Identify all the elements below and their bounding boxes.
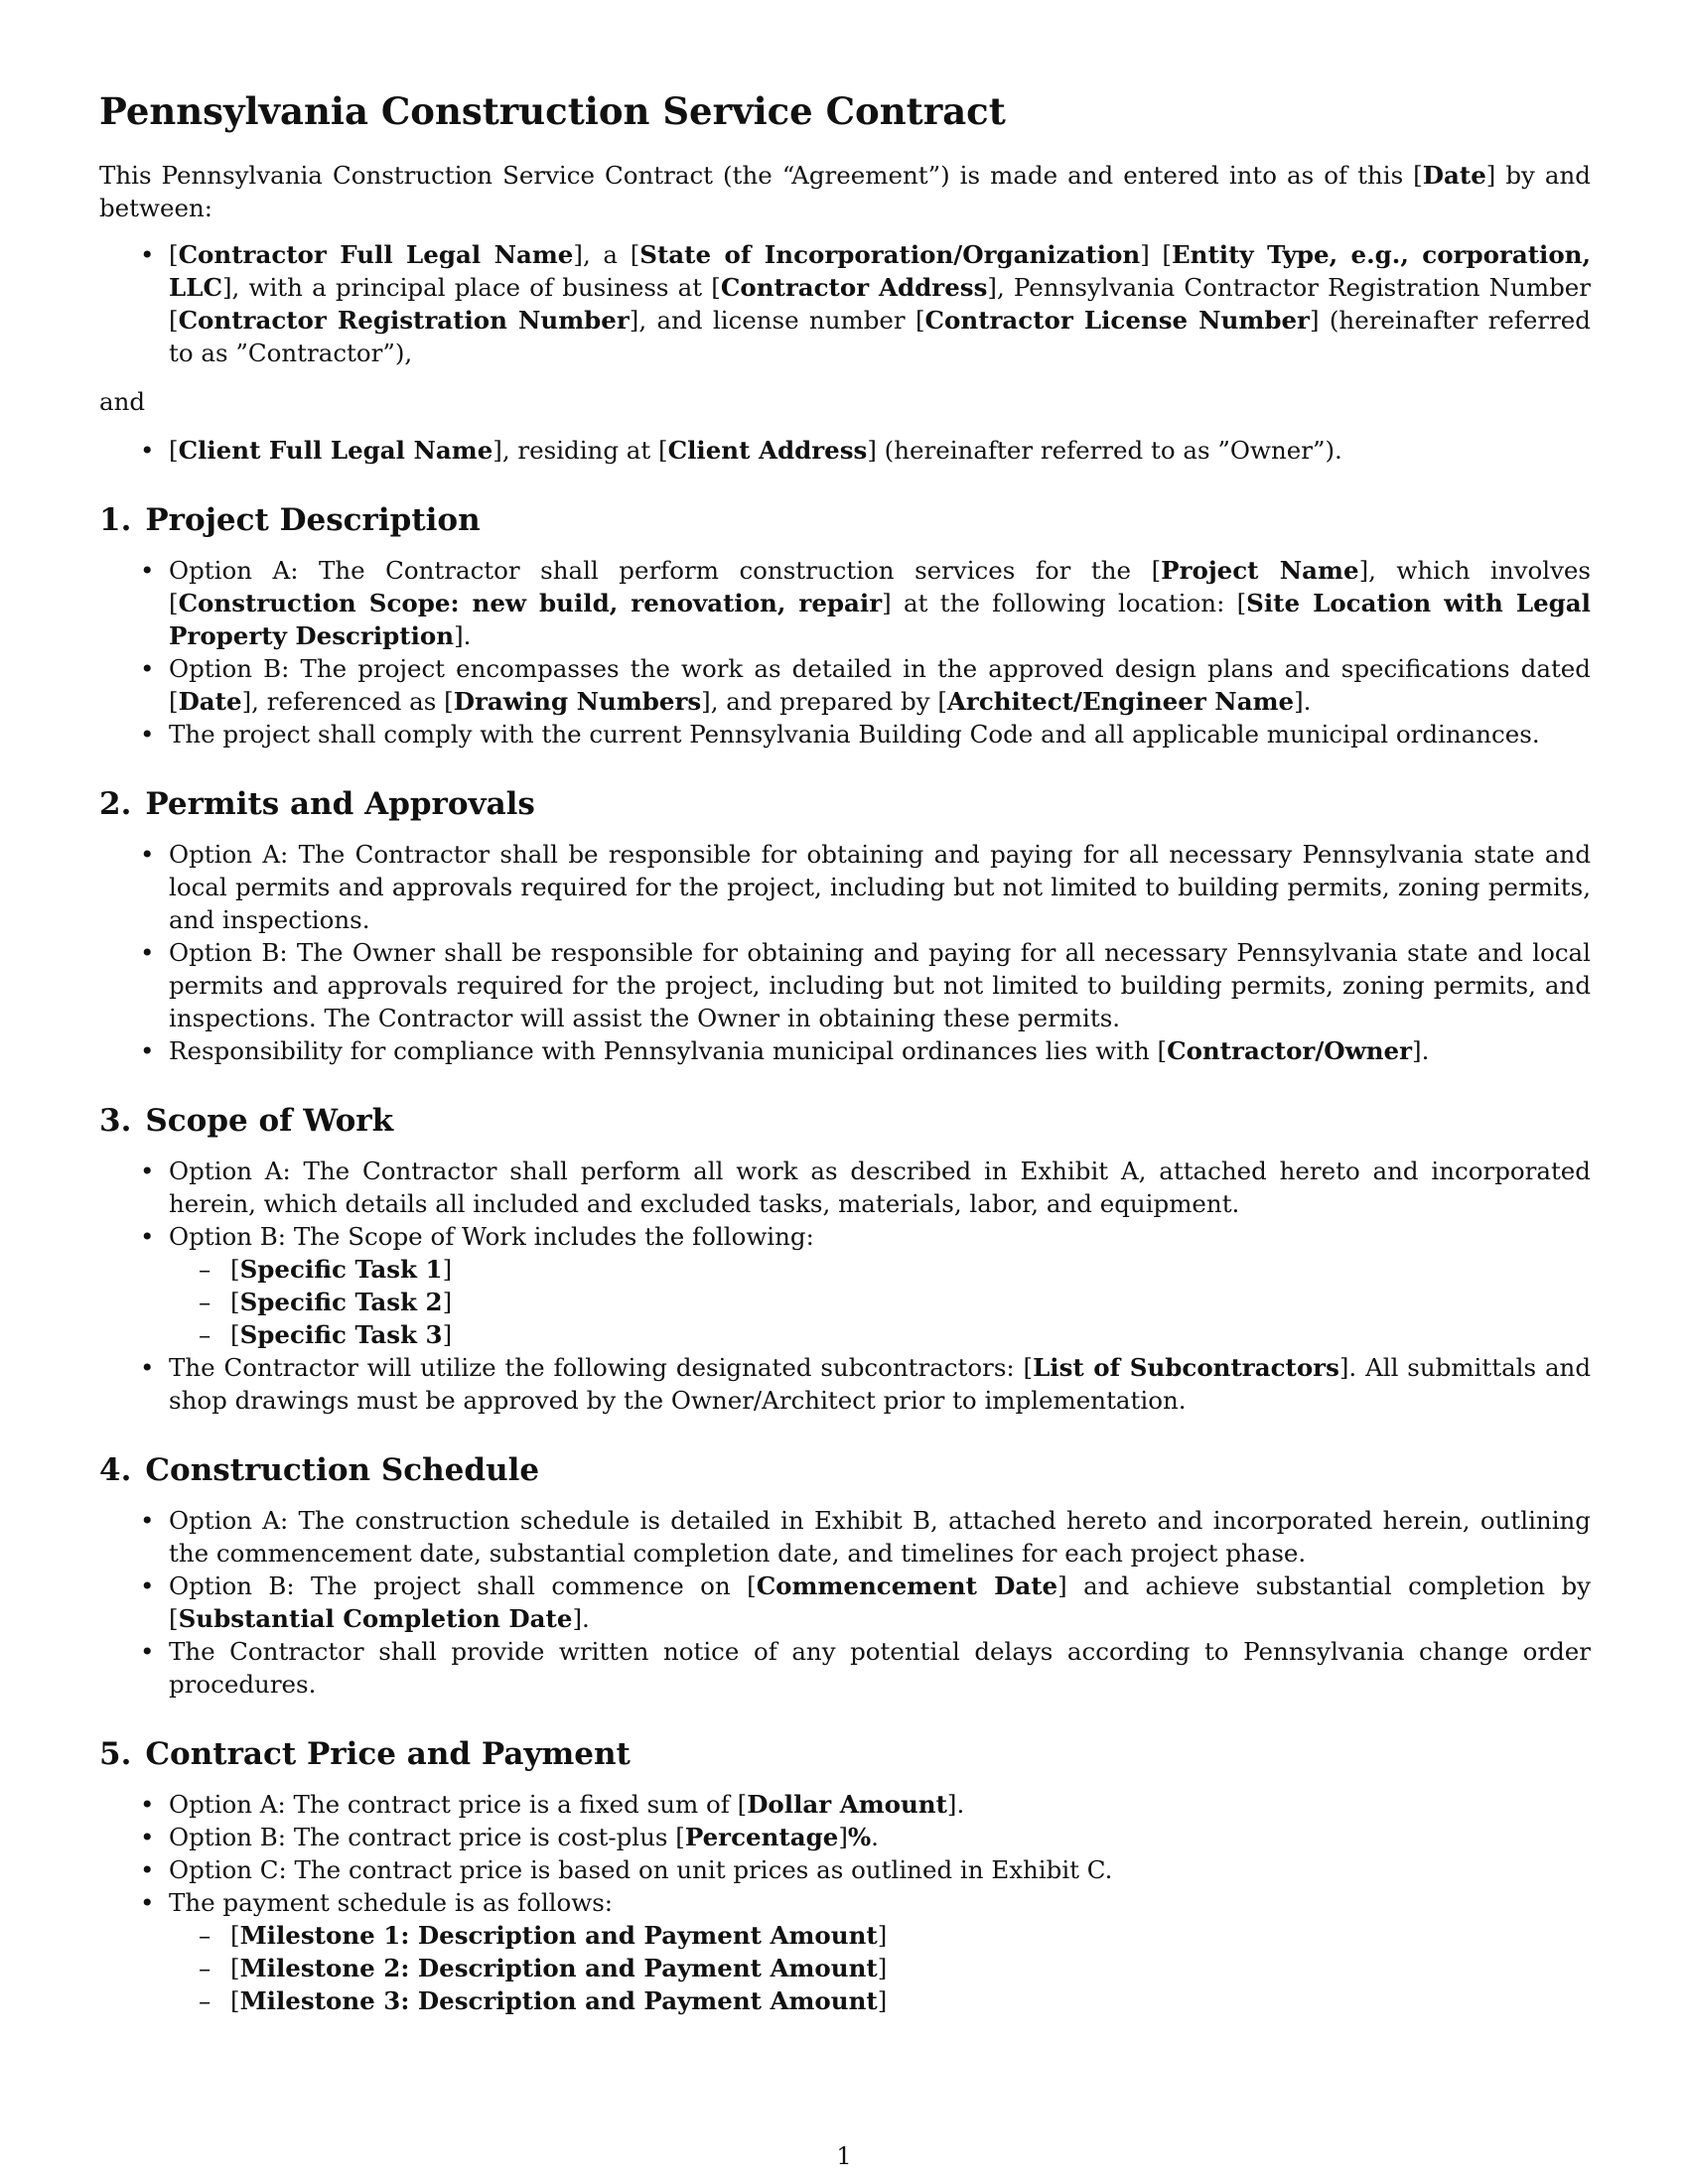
placeholder-client-name: Client Full Legal Name (178, 436, 493, 465)
owner-party-list (99, 434, 1591, 467)
section-3-list (99, 1155, 1591, 1417)
owner-party-item: • [Client Full Legal Name], residing at [Client Address] (hereinafter referred to as ”Owner”). (169, 434, 1591, 467)
and-connector: and (99, 387, 146, 416)
list-item: • Option B: The contract price is cost-plus [Percentage]%. (169, 1821, 1591, 1853)
list-item: • The project shall comply with the current Pennsylvania Building Code and all applicable municipal ordinances. (169, 718, 1591, 751)
section-4-list (99, 1504, 1591, 1701)
intro-paragraph: This Pennsylvania Construction Service Contract (the “Agreement”) is made and entered into as of this [Date] by and between: (99, 161, 1591, 222)
page-number: 1 (836, 2142, 852, 2170)
contractor-party-list (99, 238, 1591, 369)
contractor-party-item: • [Contractor Full Legal Name], a [State of Incorporation/Organization] [Entity Type, e.g., corporation, LLC], with a principal place of business at [Contractor Address], Pennsylvania Contractor Registration Number [Contractor Registration Number], and license number [Contractor License Number] (hereinafter referred to as ”Contractor”), (169, 238, 1591, 369)
section-heading-project-description: 1. Project Description (99, 502, 481, 538)
list-item: • The Contractor shall provide written notice of any potential delays according to Pennsylvania change order procedures. (169, 1635, 1591, 1701)
sublist-item: – [Milestone 1: Description and Payment Amount] (230, 1919, 1591, 1952)
task-sublist (169, 1253, 1591, 1351)
list-item: • Option A: The contract price is a fixed sum of [Dollar Amount]. (169, 1788, 1591, 1821)
list-item: • Responsibility for compliance with Pennsylvania municipal ordinances lies with [Contractor/Owner]. (169, 1034, 1591, 1067)
section-heading-construction-schedule: 4. Construction Schedule (99, 1452, 540, 1488)
placeholder-client-address: Client Address (667, 436, 868, 465)
list-item: • Option B: The project shall commence on [Commencement Date] and achieve substantial completion by [Substantial Completion Date]. (169, 1570, 1591, 1635)
document-page (99, 87, 1591, 2017)
document-title: Pennsylvania Construction Service Contract (99, 89, 1006, 133)
list-item: • Option A: The Contractor shall be responsible for obtaining and paying for all necessary Pennsylvania state and local permits and approvals required for the project, including but not limited to building permits, zoning permits, and inspections. (169, 838, 1591, 936)
placeholder-contractor-name: Contractor Full Legal Name (178, 240, 574, 269)
list-item: • Option B: The project encompasses the work as detailed in the approved design plans and specifications dated [Date], referenced as [Drawing Numbers], and prepared by [Architect/Engineer Name]. (169, 652, 1591, 718)
section-heading-scope-of-work: 3. Scope of Work (99, 1103, 394, 1139)
section-1-list (99, 554, 1591, 751)
list-item: • The Contractor will utilize the following designated subcontractors: [List of Subcontractors]. All submittals and shop drawings must be approved by the Owner/Architect prior to implementation. (169, 1351, 1591, 1417)
section-heading-contract-price: 5. Contract Price and Payment (99, 1736, 631, 1772)
list-item: • Option B: The Scope of Work includes the following: – [Specific Task 1] – [Specific Task 2] – [Specific Task 3] (169, 1220, 1591, 1351)
list-item: • Option A: The Contractor shall perform construction services for the [Project Name], which involves [Construction Scope: new build, renovation, repair] at the following location: [Site Location with Legal Property Description]. (169, 554, 1591, 652)
sublist-item: – [Specific Task 3] (230, 1318, 1591, 1351)
list-item: • Option C: The contract price is based on unit prices as outlined in Exhibit C. (169, 1853, 1591, 1886)
placeholder-license-number: Contractor License Number (924, 306, 1310, 335)
list-item: • Option B: The Owner shall be responsible for obtaining and paying for all necessary Pennsylvania state and local permits and approvals required for the project, including but not limited to building permits, zoning permits, and inspections. The Contractor will assist the Owner in obtaining these permits. (169, 936, 1591, 1034)
list-item: • The payment schedule is as follows: – [Milestone 1: Description and Payment Amount] – [Milestone 2: Description and Payment Amount] – [Milestone 3: Description and Payment Amount] (169, 1886, 1591, 2017)
sublist-item: – [Milestone 2: Description and Payment Amount] (230, 1952, 1591, 1984)
sublist-item: – [Specific Task 1] (230, 1253, 1591, 1286)
sublist-item: – [Milestone 3: Description and Payment Amount] (230, 1984, 1591, 2017)
placeholder-state: State of Incorporation/Organization (639, 240, 1141, 269)
section-heading-permits-approvals: 2. Permits and Approvals (99, 786, 535, 822)
milestone-sublist (169, 1919, 1591, 2017)
placeholder-entity-type: Entity Type, e.g., corporation, LLC (169, 240, 1592, 302)
placeholder-date: Date (1422, 161, 1486, 190)
section-2-list (99, 838, 1591, 1067)
placeholder-registration-number: Contractor Registration Number (178, 306, 630, 335)
sublist-item: – [Specific Task 2] (230, 1286, 1591, 1318)
placeholder-contractor-address: Contractor Address (720, 273, 988, 302)
list-item: • Option A: The construction schedule is detailed in Exhibit B, attached hereto and incorporated herein, outlining the commencement date, substantial completion date, and timelines for each project phase. (169, 1504, 1591, 1570)
list-item: • Option A: The Contractor shall perform all work as described in Exhibit A, attached hereto and incorporated herein, which details all included and excluded tasks, materials, labor, and equipment. (169, 1155, 1591, 1220)
section-5-list (99, 1788, 1591, 2017)
